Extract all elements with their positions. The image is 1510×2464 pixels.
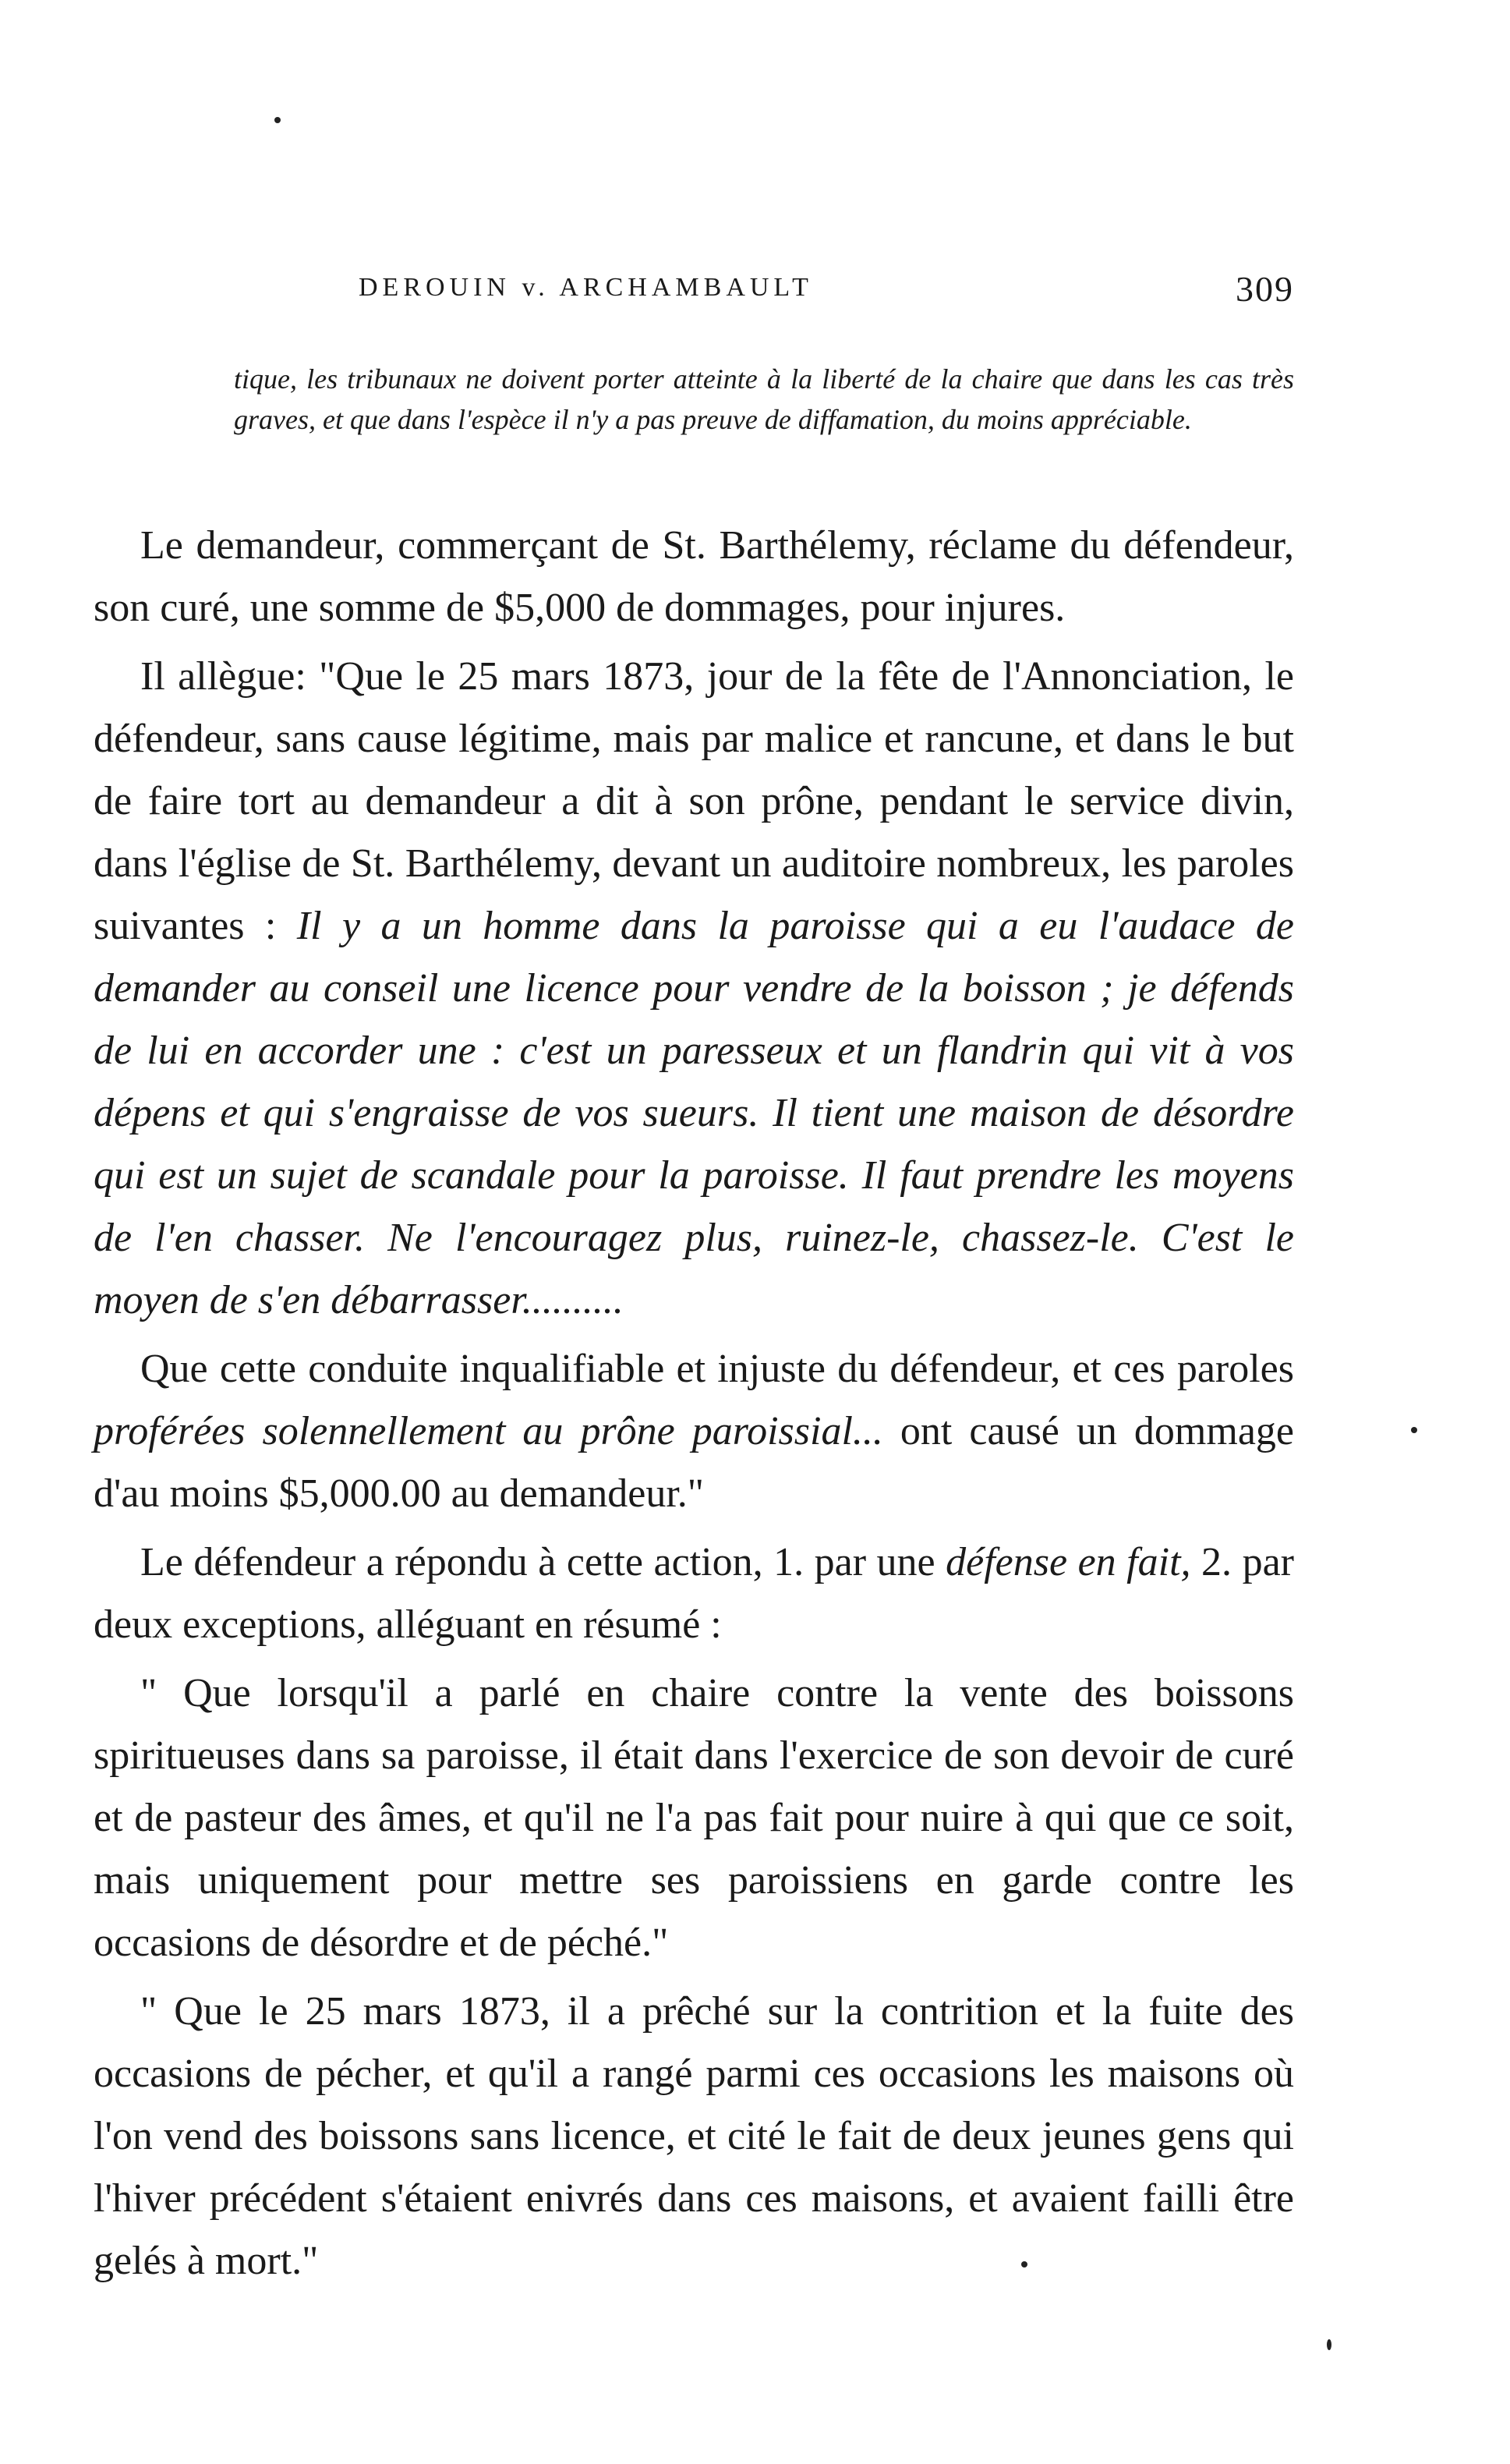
sermon-quote: Il y a un homme dans la paroisse qui a eu l'audace de demander au conseil une licence pour vendre de la boisson ; je défends de lui en accorder une : c'est un paresseux et un flandrin qui vit à vos dépens et qui s'engraisse de vos sueurs. Il tient une maison de désordre qui est un sujet de scandale pour la paroisse. Il faut prendre les moyens de l'en chasser. Ne l'encouragez plus, ruinez-le, chassez-le. C'est le moyen de s'en débarrasser..........	[94, 904, 1295, 1322]
page-header	[359, 269, 1294, 320]
page-number: 309	[1236, 269, 1294, 309]
paragraph-allegation	[94, 646, 1294, 1332]
damages-emphasis: proférées solennellement au prône paroissial...	[94, 1409, 883, 1453]
scan-speck	[1327, 2339, 1331, 2350]
paragraph-claim: Le demandeur, commerçant de St. Barthélemy, réclame du défendeur, son curé, une somme de $5,000 de dommages, pour injures.	[94, 523, 1294, 630]
paragraph-exception-one: " Que lorsqu'il a parlé en chaire contre la vente des boissons spiritueuses dans sa paroisse, il était dans l'exercice de son devoir de curé et de pasteur des âmes, et qu'il ne l'a pas fait pour nuire à qui que ce soit, mais uniquement pour mettre ses paroissiens en garde contre les occasions de désordre et de péché."	[94, 1671, 1294, 1965]
running-title: DEROUIN v. ARCHAMBAULT	[359, 273, 813, 302]
damages-text-a: Que cette conduite inqualifiable et injuste du défendeur, et ces paroles	[140, 1347, 1294, 1391]
defence-text-b: 2. par deux exceptions, alléguant en résumé :	[94, 1540, 1294, 1647]
defence-emphasis: défense en fait,	[946, 1540, 1191, 1584]
allegation-intro: Il allègue: "Que le 25 mars 1873, jour de la fête de l'Annonciation, le défendeur, sans cause légitime, mais par malice et rancune, et dans le but de faire tort au demandeur a dit à son prône, pendant le service divin, dans l'église de St. Barthélemy, devant un auditoire nombreux, les paroles suivantes :	[94, 654, 1294, 948]
scan-speck	[274, 117, 281, 123]
damages-text-b: ont causé un dommage d'au moins $5,000.00 au demandeur."	[94, 1409, 1294, 1516]
paragraph-exception-two: " Que le 25 mars 1873, il a prêché sur la contrition et la fuite des occasions de pécher, et qu'il a rangé parmi ces occasions les maisons où l'on vend des boissons sans licence, et cité le fait de deux jeunes gens qui l'hiver précédent s'étaient enivrés dans ces maisons, et avaient failli être gelés à mort."	[94, 1989, 1294, 2283]
defence-text-a: Le défendeur a répondu à cette action, 1. par une	[140, 1540, 946, 1584]
scan-speck	[1021, 2261, 1027, 2268]
paragraph-damages	[94, 1338, 1294, 1525]
case-summary: tique, les tribunaux ne doivent porter atteinte à la liberté de la chaire que dans les cas très graves, et que dans l'espèce il n'y a pas preuve de diffamation, du moins appréciable.	[234, 363, 1294, 435]
scan-speck	[1411, 1427, 1417, 1433]
paragraph-defence	[94, 1531, 1294, 1656]
body-text	[94, 515, 1294, 2299]
